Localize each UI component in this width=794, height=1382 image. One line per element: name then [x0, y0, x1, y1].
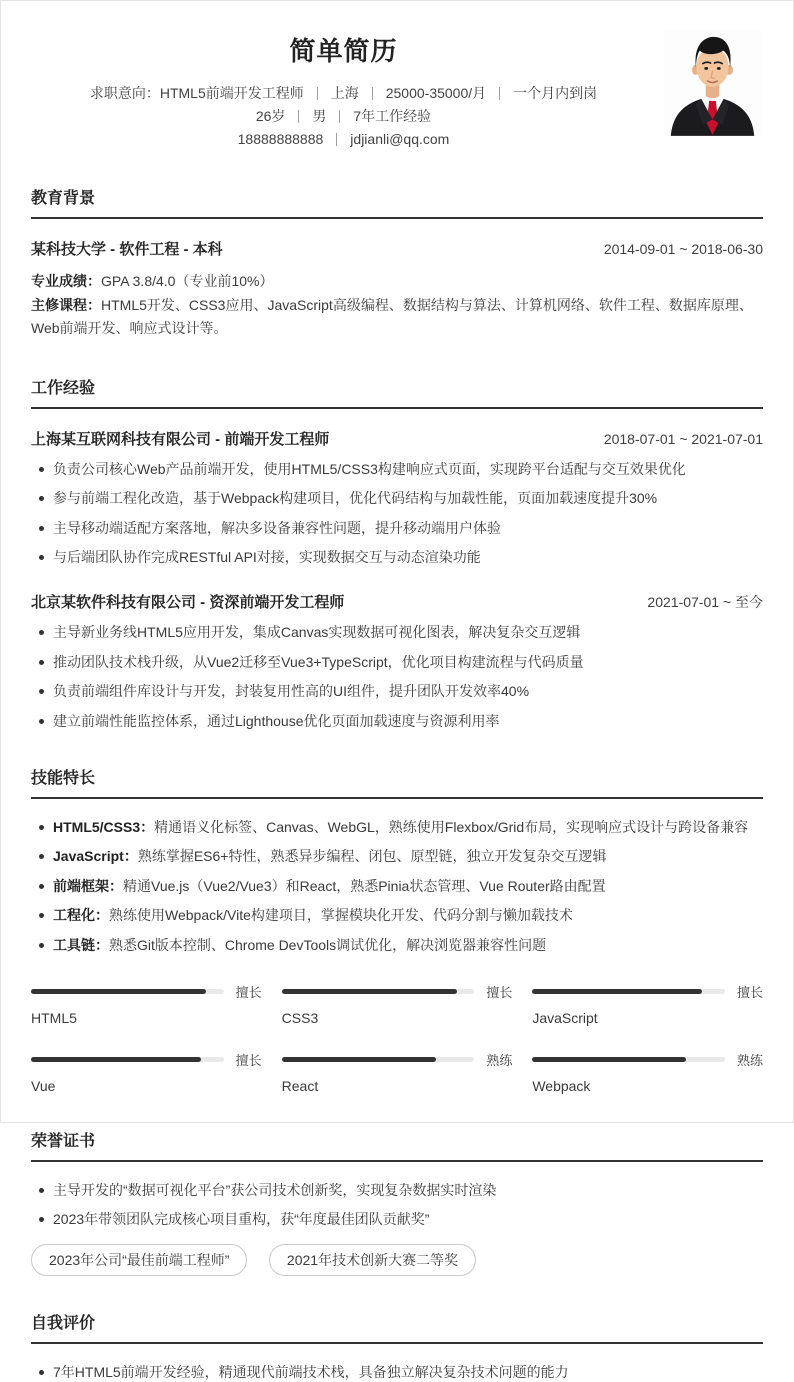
- section-title-education: 教育背景: [31, 185, 763, 219]
- gpa-value: GPA 3.8/4.0（专业前10%）: [101, 273, 274, 289]
- contact-line: [31, 128, 656, 151]
- bullet-item: 主导开发的“数据可视化平台”获公司技术创新奖，实现复杂数据实时渲染: [31, 1181, 763, 1200]
- resume-title: 简单简历: [289, 36, 398, 66]
- skill-label: 前端框架：: [53, 877, 123, 894]
- bullet-item: 负责公司核心Web产品前端开发，使用HTML5/CSS3构建响应式页面，实现跨平台适配与交互效果优化: [31, 460, 763, 479]
- job-bullet-list: [31, 623, 763, 731]
- job-intent-line: [31, 82, 656, 105]
- skill-bar-track: [532, 989, 725, 994]
- job-date-range: 2018-07-01 ~ 2021-07-01: [603, 430, 763, 447]
- skill-name: React: [281, 1077, 319, 1094]
- intent-salary: 25000-35000/月: [385, 85, 487, 101]
- separator: [298, 110, 299, 123]
- company-position: 上海某互联网科技有限公司 - 前端开发工程师: [31, 430, 330, 448]
- skill-level-label: 擅长: [736, 984, 763, 1000]
- section-title-honors: 荣誉证书: [31, 1128, 763, 1162]
- education-entry-head: [31, 238, 763, 259]
- honors-bullet-list: [31, 1181, 763, 1230]
- job-entry-head: [31, 591, 763, 612]
- personal-info-line: [31, 105, 656, 128]
- skill-bar: [31, 1050, 262, 1094]
- skill-bar: [532, 982, 763, 1026]
- skill-level-label: 擅长: [235, 984, 262, 1000]
- separator: [317, 87, 318, 100]
- skill-bar: [282, 1050, 513, 1094]
- skill-bar: [532, 1050, 763, 1094]
- honor-badges: [31, 1244, 763, 1276]
- skill-label: 工程化：: [53, 907, 109, 923]
- bullet-item: 与后端团队协作完成RESTful API对接，实现数据交互与动态渲染功能: [31, 548, 763, 567]
- bullet-item: 建立前端性能监控体系，通过Lighthouse优化页面加载速度与资源利用率: [31, 712, 763, 731]
- skill-item: [31, 936, 763, 955]
- honor-badge: 2021年技术创新大赛二等奖: [269, 1244, 476, 1276]
- skill-bar-track: [31, 989, 224, 994]
- skill-item: [31, 847, 763, 866]
- bullet-item: 参与前端工程化改造，基于Webpack构建项目，优化代码结构与加载性能，页面加载速度提升30%: [31, 489, 763, 508]
- skill-label: 工具链：: [53, 936, 109, 953]
- separator: [339, 110, 340, 123]
- skill-text: 精通Vue.js（Vue2/Vue3）和React，熟悉Pinia状态管理、Vue Router路由配置: [123, 877, 606, 894]
- skill-text: 熟悉Git版本控制、Chrome DevTools调试优化，解决浏览器兼容性问题: [109, 936, 547, 953]
- portrait-illustration: [664, 29, 761, 136]
- intent-position: HTML5前端开发工程师: [159, 85, 304, 101]
- skill-item: [31, 906, 763, 925]
- bullet-item: 推动团队技术栈升级，从Vue2迁移至Vue3+TypeScript，优化项目构建流程与代码质量: [31, 653, 763, 672]
- section-title-work: 工作经验: [31, 375, 763, 409]
- skill-label: JavaScript：: [53, 848, 138, 864]
- section-honors: [31, 1128, 763, 1277]
- job-bullet-list: [31, 460, 763, 568]
- intent-availability: 一个月内到岗: [513, 85, 598, 101]
- courses-label: 主修课程：: [31, 296, 101, 313]
- section-skills: [31, 765, 763, 1094]
- section-title-self-evaluation: 自我评价: [31, 1310, 763, 1344]
- skill-item: [31, 818, 763, 837]
- courses-value: HTML5开发、CSS3应用、JavaScript高级编程、数据结构与算法、计算机网络、软件工程、数据库原理、Web前端开发、响应式设计等。: [31, 296, 753, 336]
- skill-bars-grid: [31, 982, 763, 1094]
- skill-bar: [31, 982, 262, 1026]
- job-entry: [31, 428, 763, 568]
- section-self-evaluation: [31, 1310, 763, 1382]
- separator: [336, 133, 337, 146]
- intent-city: 上海: [330, 85, 359, 101]
- skill-bar-fill: [532, 1057, 686, 1062]
- skill-name: Webpack: [532, 1077, 591, 1094]
- skill-level-label: 擅长: [235, 1052, 262, 1068]
- profile-photo: [664, 29, 761, 136]
- intent-label: 求职意向：: [89, 85, 160, 101]
- honor-badge: 2023年公司“最佳前端工程师”: [31, 1244, 247, 1276]
- skill-bar: [282, 982, 513, 1026]
- skill-item: [31, 877, 763, 896]
- skills-bullet-list: [31, 818, 763, 955]
- age-text: 26岁: [255, 108, 286, 124]
- job-date-range: 2021-07-01 ~ 至今: [647, 594, 763, 610]
- gpa-label: 专业成绩：: [31, 273, 101, 289]
- courses-row: [31, 294, 763, 341]
- skill-bar-fill: [31, 1057, 201, 1062]
- phone-number: 18888888888: [237, 131, 324, 147]
- skill-level-label: 熟练: [736, 1052, 763, 1068]
- skill-name: HTML5: [31, 1009, 77, 1026]
- header-info: [31, 25, 656, 151]
- experience-text: 7年工作经验: [353, 108, 432, 124]
- separator: [499, 87, 500, 100]
- skill-name: Vue: [31, 1077, 56, 1094]
- bullet-item: 2023年带领团队完成核心项目重构，获“年度最佳团队贡献奖”: [31, 1210, 763, 1229]
- school-degree: 某科技大学 - 软件工程 - 本科: [31, 241, 223, 258]
- separator: [372, 87, 373, 100]
- section-work: [31, 375, 763, 731]
- gpa-row: [31, 270, 763, 294]
- bullet-item: 主导新业务线HTML5应用开发，集成Canvas实现数据可视化图表，解决复杂交互逻辑: [31, 623, 763, 642]
- skill-level-label: 擅长: [486, 984, 513, 1000]
- gender-text: 男: [312, 108, 327, 124]
- skill-bar-fill: [282, 989, 457, 994]
- skill-level-label: 熟练: [486, 1052, 513, 1068]
- email-address: jdjianli@qq.com: [350, 131, 450, 147]
- skill-name: CSS3: [281, 1009, 319, 1026]
- skill-text: 精通语义化标签、Canvas、WebGL，熟练使用Flexbox/Grid布局，实现响应式设计与跨设备兼容: [154, 818, 749, 835]
- company-position: 北京某软件科技有限公司 - 资深前端开发工程师: [31, 594, 345, 611]
- job-entry-head: [31, 428, 763, 449]
- job-entry: [31, 591, 763, 731]
- skill-bar-track: [532, 1057, 725, 1062]
- education-date-range: 2014-09-01 ~ 2018-06-30: [603, 241, 763, 257]
- skill-bar-fill: [31, 989, 206, 994]
- skill-text: 熟练使用Webpack/Vite构建项目，掌握模块化开发、代码分割与懒加载技术: [109, 907, 573, 923]
- resume-header: [31, 25, 763, 151]
- section-title-skills: 技能特长: [31, 765, 763, 799]
- skill-bar-track: [282, 989, 475, 994]
- skill-name: JavaScript: [532, 1009, 598, 1026]
- skill-bar-track: [282, 1057, 475, 1062]
- self-eval-bullet-list: [31, 1363, 763, 1382]
- skill-text: 熟练掌握ES6+特性，熟悉异步编程、闭包、原型链，独立开发复杂交互逻辑: [137, 848, 607, 864]
- bullet-item: 负责前端组件库设计与开发，封装复用性高的UI组件，提升团队开发效率40%: [31, 682, 763, 701]
- bullet-item: 7年HTML5前端开发经验，精通现代前端技术栈，具备独立解决复杂技术问题的能力: [31, 1363, 763, 1382]
- bullet-item: 主导移动端适配方案落地，解决多设备兼容性问题，提升移动端用户体验: [31, 519, 763, 538]
- section-education: [31, 185, 763, 341]
- skill-bar-fill: [282, 1057, 436, 1062]
- skill-bar-track: [31, 1057, 224, 1062]
- skill-label: HTML5/CSS3：: [53, 818, 155, 835]
- skill-bar-fill: [532, 989, 702, 994]
